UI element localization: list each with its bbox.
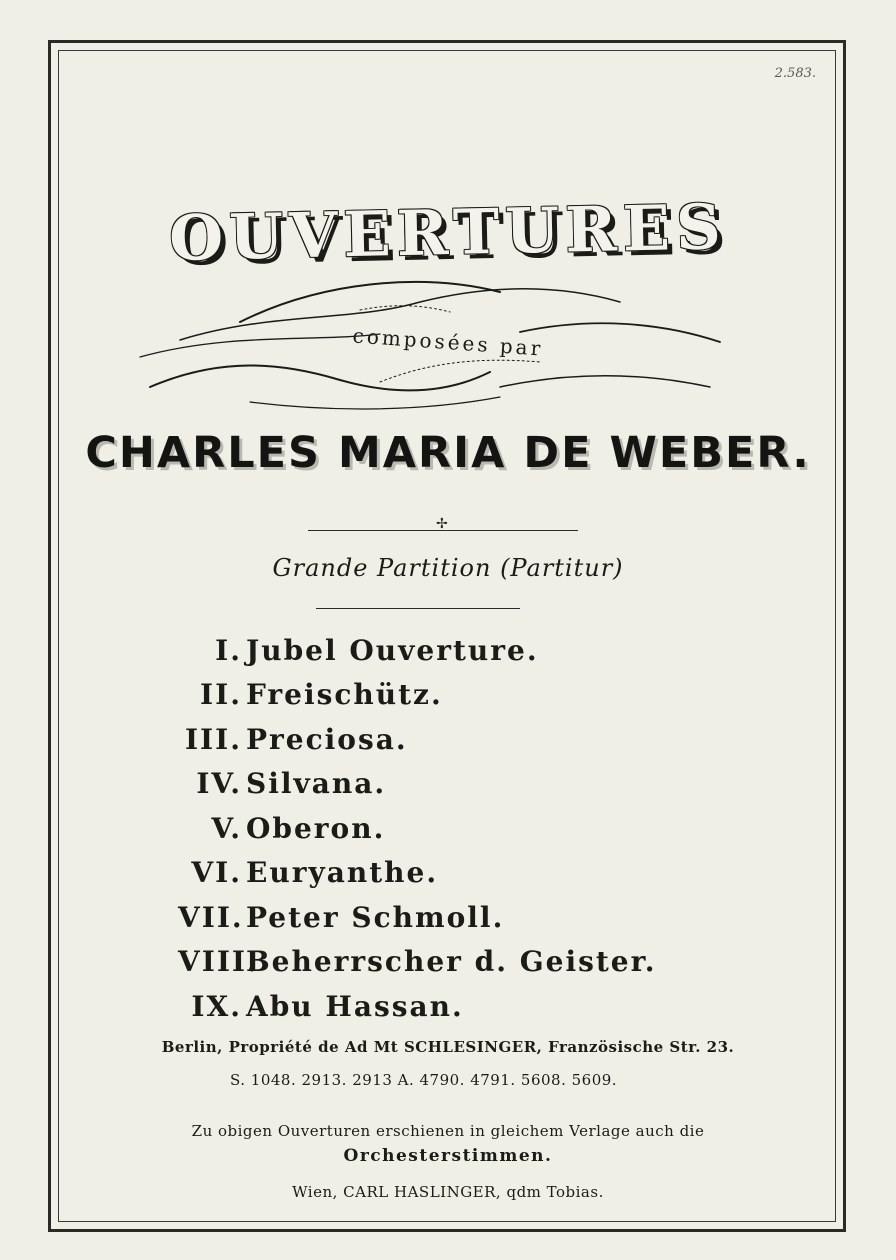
overture-title: Peter Schmoll. bbox=[246, 900, 505, 934]
list-item bbox=[178, 717, 738, 762]
list-item bbox=[178, 984, 738, 1029]
roman-numeral: V. bbox=[211, 811, 242, 845]
overture-title: Silvana. bbox=[246, 767, 387, 801]
overture-title: Beherrscher d. Geister. bbox=[246, 945, 657, 979]
orchestral-parts: Orchesterstimmen. bbox=[343, 1146, 553, 1166]
overture-list bbox=[178, 628, 738, 1029]
page-title: OUVERTURES bbox=[168, 190, 728, 275]
plate-numbers: S. 1048. 2913. 2913 A. 4790. 4791. 5608. 5609. bbox=[230, 1071, 618, 1089]
overture-title: Euryanthe. bbox=[246, 856, 439, 890]
roman-numeral: VII. bbox=[178, 900, 244, 934]
overture-title: Oberon. bbox=[246, 811, 386, 845]
overture-title: Jubel Ouverture. bbox=[246, 633, 539, 667]
catalog-mark: 2.583. bbox=[774, 66, 816, 81]
list-item bbox=[178, 895, 738, 940]
roman-numeral: III. bbox=[184, 722, 242, 756]
ornament-icon: ✢ bbox=[436, 516, 448, 532]
roman-numeral: IV. bbox=[196, 767, 242, 801]
divider-bottom bbox=[316, 608, 520, 609]
vienna-publisher: Wien, CARL HASLINGER, qdm Tobias. bbox=[292, 1183, 604, 1201]
publisher-line: Berlin, Propriété de Ad Mt SCHLESINGER, Französische Str. 23. bbox=[161, 1038, 735, 1056]
list-item bbox=[178, 940, 738, 985]
list-item bbox=[178, 851, 738, 896]
roman-numeral: I. bbox=[215, 633, 242, 667]
composer-name: CHARLES MARIA DE WEBER. bbox=[85, 428, 811, 478]
roman-numeral: VIII. bbox=[178, 945, 259, 979]
overture-title: Preciosa. bbox=[246, 722, 408, 756]
list-item bbox=[178, 806, 738, 851]
subtitle: Grande Partition (Partitur) bbox=[272, 554, 624, 582]
list-item bbox=[178, 762, 738, 807]
overture-title: Freischütz. bbox=[246, 678, 443, 712]
list-item bbox=[178, 628, 738, 673]
composed-by: composées par bbox=[351, 323, 545, 361]
overture-title: Abu Hassan. bbox=[246, 989, 464, 1023]
notice-line: Zu obigen Ouverturen erschienen in gleichem Verlage auch die bbox=[191, 1122, 705, 1140]
list-item bbox=[178, 673, 738, 718]
roman-numeral: VI. bbox=[191, 856, 242, 890]
roman-numeral: IX. bbox=[191, 989, 242, 1023]
roman-numeral: II. bbox=[200, 678, 242, 712]
